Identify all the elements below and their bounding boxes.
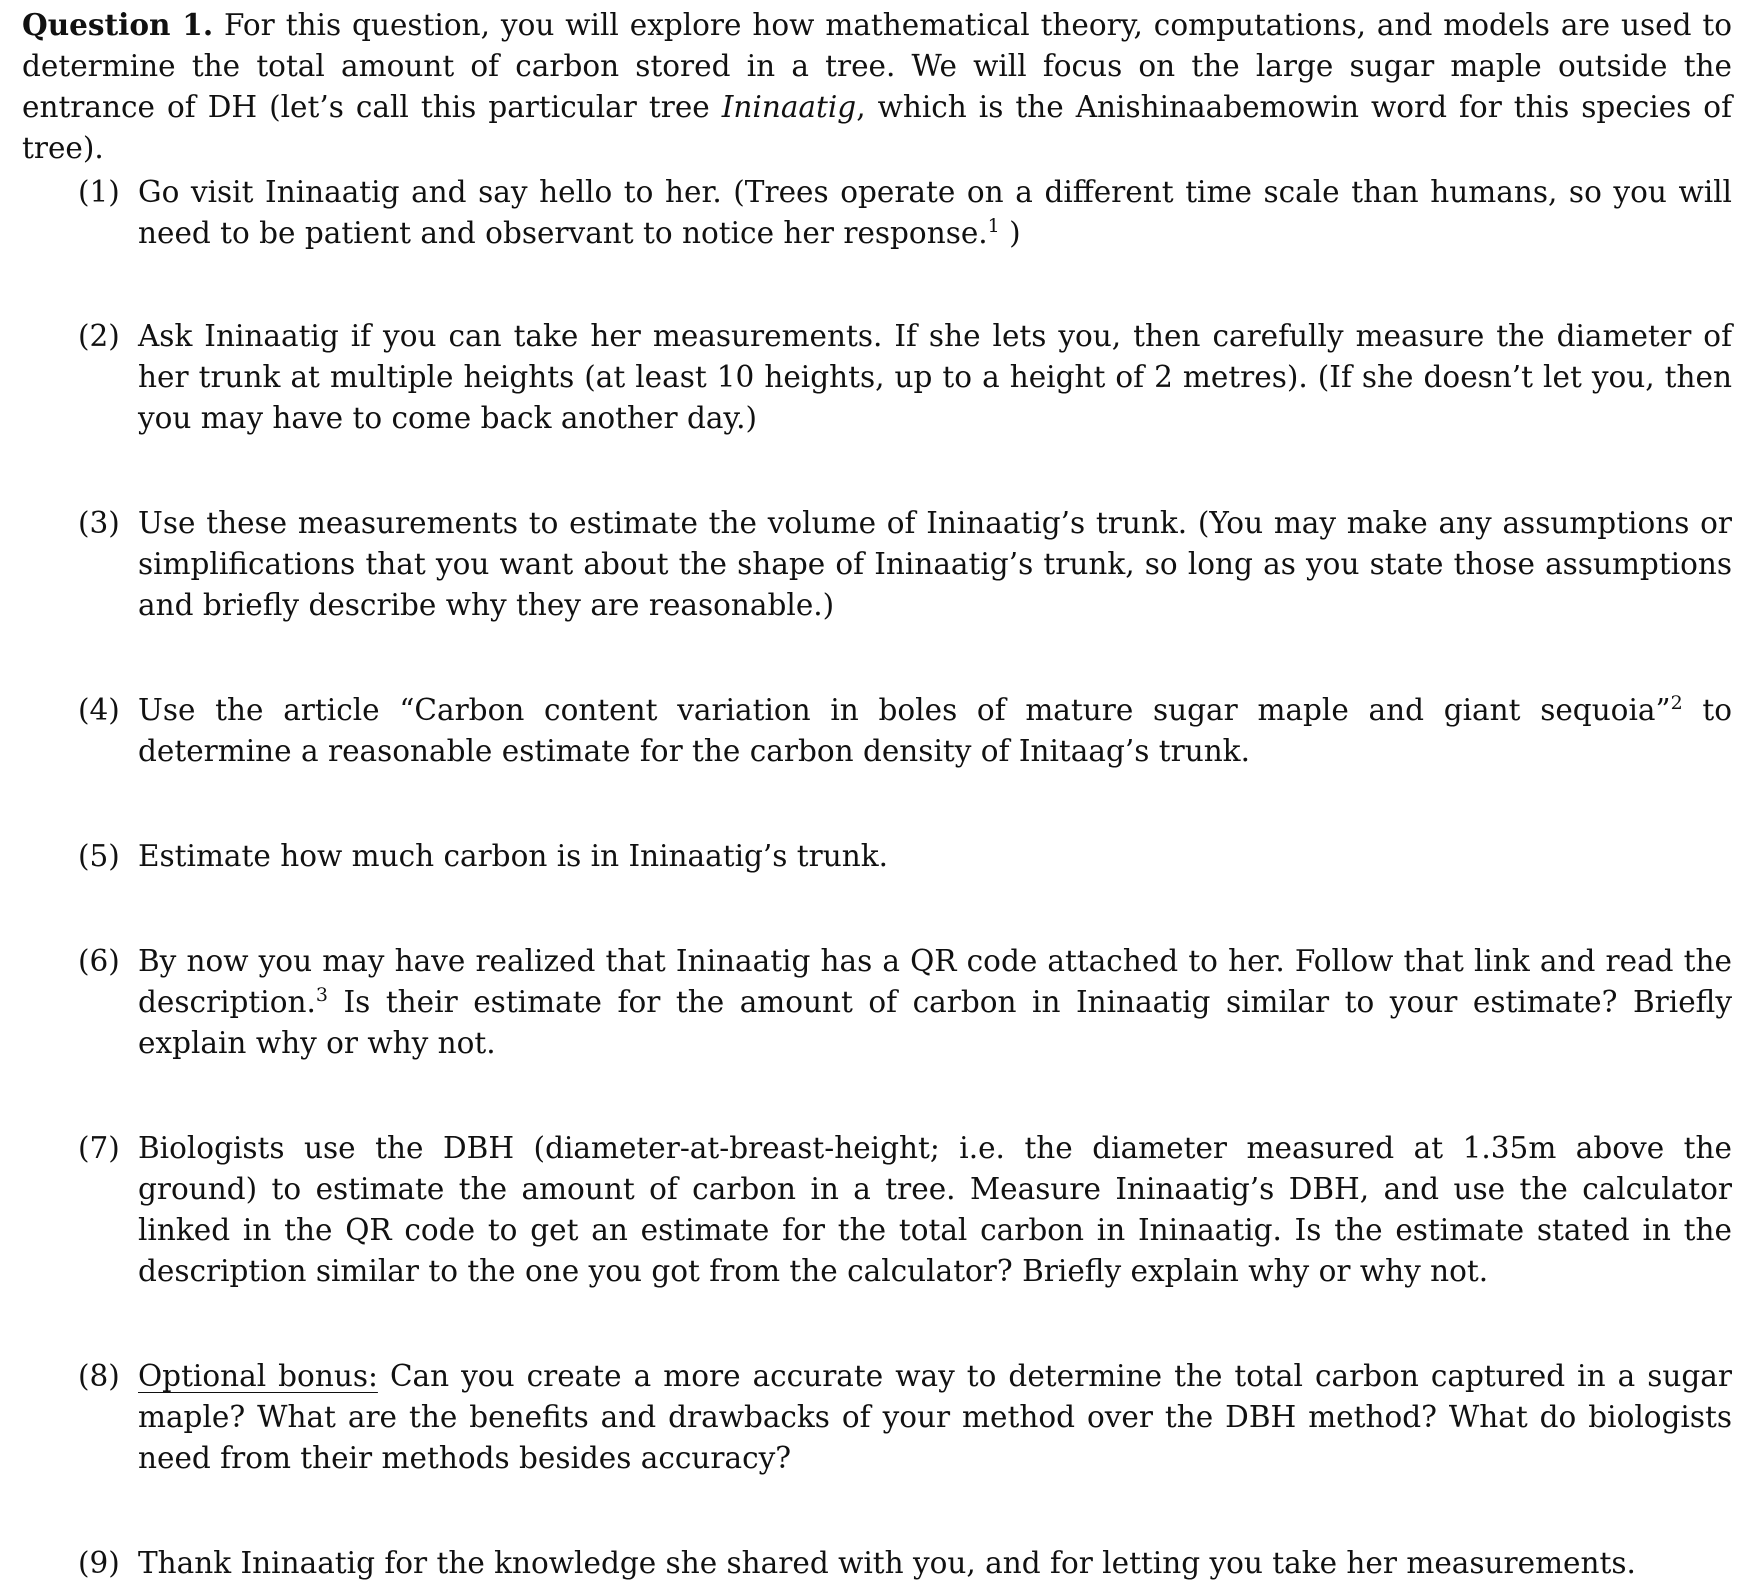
task-number: (2) (78, 319, 120, 353)
task-text: Thank Ininaatig for the knowledge she shared with you, and for letting you take her measurements. (138, 1546, 1636, 1580)
task-item-9 (22, 1543, 1732, 1584)
tree-name: Ininaatig (721, 90, 857, 124)
intro-text-part-b: , which is the Anishinaabemowin word for this species of tree). (22, 90, 1732, 165)
task-text-part-b: ) (999, 216, 1021, 250)
task-item-3 (22, 503, 1732, 626)
intro-text-part-a: For this question, you will explore how mathematical theory, computations, and models are used to determine the total amount of carbon stored in a tree. We will focus on the large sugar maple outside the entrance of DH (let’s call this particular tree (22, 8, 1732, 124)
task-item-7 (22, 1128, 1732, 1292)
footnote-marker: 1 (987, 215, 1000, 238)
question-intro (22, 0, 1732, 169)
task-item-6 (22, 941, 1732, 1064)
task-item-4 (22, 690, 1732, 772)
task-text-part-b: Is their estimate for the amount of carbon in Ininaatig similar to your estimate? Briefly explain why or why not. (138, 985, 1732, 1060)
task-text-part-a: Use the article “Carbon content variation in boles of mature sugar maple and giant sequoia” (138, 693, 1671, 727)
task-number: (1) (78, 175, 120, 209)
task-item-2 (22, 316, 1732, 439)
task-text: Use these measurements to estimate the volume of Ininaatig’s trunk. (You may make any assumptions or simplifications that you want about the shape of Ininaatig’s trunk, so long as you state those assumptions and briefly describe why they are reasonable.) (138, 506, 1732, 622)
task-number: (5) (78, 839, 120, 873)
task-number: (4) (78, 693, 120, 727)
task-item-8 (22, 1356, 1732, 1479)
task-item-5 (22, 836, 1732, 877)
task-text-part-a: Go visit Ininaatig and say hello to her. (Trees operate on a different time scale than humans, so you will need to be patient and observant to notice her response. (138, 175, 1732, 250)
task-item-1 (22, 172, 1732, 254)
task-number: (9) (78, 1546, 120, 1580)
footnote-marker: 3 (315, 984, 328, 1007)
task-number: (8) (78, 1359, 120, 1393)
task-number: (3) (78, 506, 120, 540)
task-number: (7) (78, 1131, 120, 1165)
task-text: Can you create a more accurate way to determine the total carbon captured in a sugar maple? What are the benefits and drawbacks of your method over the DBH method? What do biologists need from their methods besides accuracy? (138, 1359, 1732, 1475)
task-text-part-a: By now you may have realized that Ininaatig has a QR code attached to her. Follow that link and read the description. (138, 944, 1732, 1019)
task-list (22, 172, 1732, 1584)
task-text: Estimate how much carbon is in Ininaatig’s trunk. (138, 839, 889, 873)
task-number: (6) (78, 944, 120, 978)
task-text-part-b: to determine a reasonable estimate for the carbon density of Initaag’s trunk. (138, 693, 1732, 768)
task-text: Ask Ininaatig if you can take her measurements. If she lets you, then carefully measure the diameter of her trunk at multiple heights (at least 10 heights, up to a height of 2 metres). (If she doesn’t let you, then you may have to come back another day.) (138, 319, 1732, 435)
task-text: Biologists use the DBH (diameter-at-breast-height; i.e. the diameter measured at 1.35m above the ground) to estimate the amount of carbon in a tree. Measure Ininaatig’s DBH, and use the calculator linked in the QR code to get an estimate for the total carbon in Ininaatig. Is the estimate stated in the description similar to the one you got from the calculator? Briefly explain why or why not. (138, 1131, 1732, 1288)
optional-bonus-label: Optional bonus: (138, 1359, 378, 1393)
question-label: Question 1. (22, 7, 214, 42)
footnote-marker: 2 (1670, 692, 1683, 715)
